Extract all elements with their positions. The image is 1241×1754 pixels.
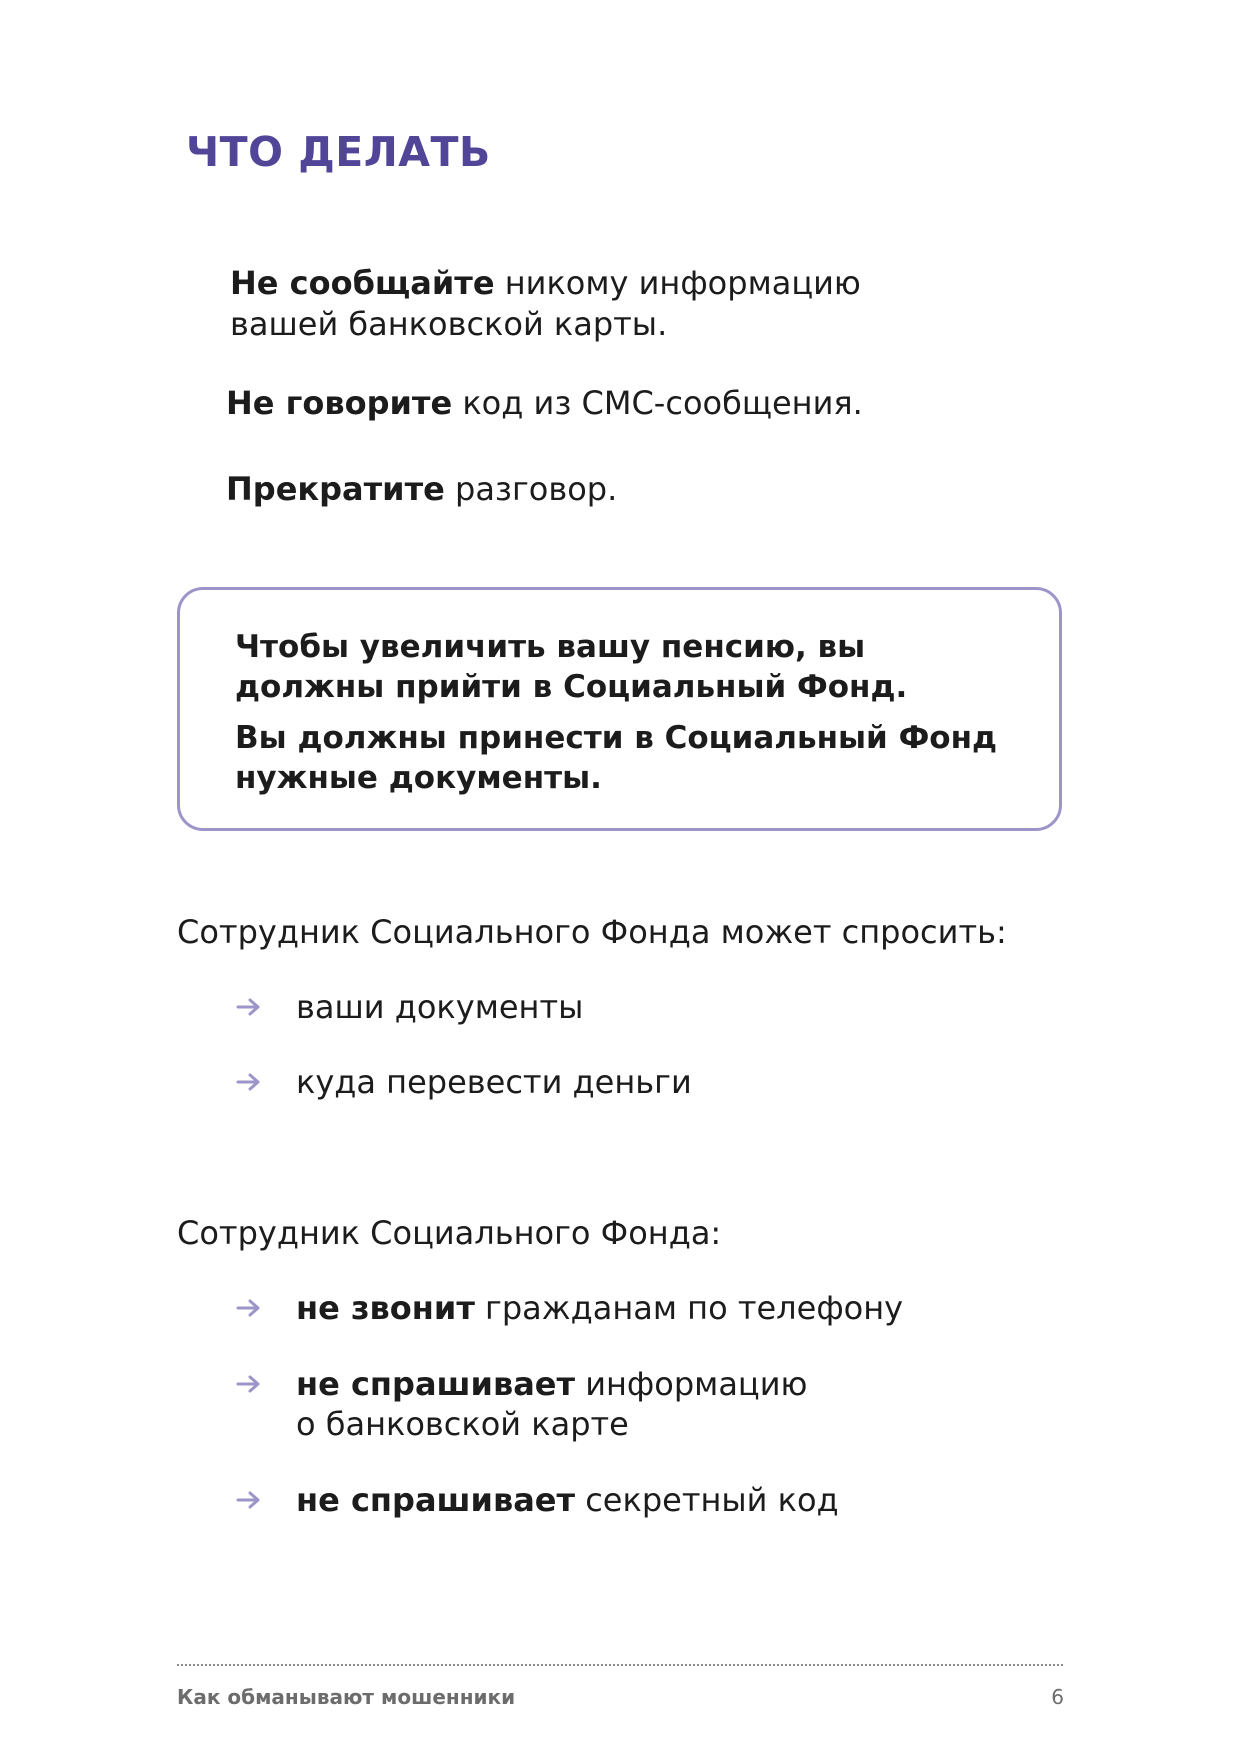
arrow-right-icon — [236, 1374, 262, 1394]
arrow-right-icon — [236, 1072, 262, 1092]
advice-text-continued: вашей банковской карты. — [230, 305, 668, 343]
list-item-text: куда перевести деньги — [296, 1063, 692, 1101]
advice-text: код из СМС-сообщения. — [452, 384, 863, 422]
list-item-emphasis: не спрашивает — [296, 1481, 576, 1519]
page-number: 6 — [1051, 1685, 1064, 1709]
advice-emphasis: Не говорите — [226, 384, 453, 422]
list-item-text — [296, 1364, 1116, 1444]
list-item-text: ваши документы — [296, 988, 584, 1026]
list-item-text — [296, 1480, 1116, 1520]
advice-item — [226, 383, 863, 424]
advice-text: разговор. — [444, 470, 618, 508]
advice-text: никому информацию — [494, 264, 861, 302]
list-item-text — [296, 1288, 1116, 1328]
callout-line-documents: Вы должны принести в Социальный Фонд нужные документы. — [235, 720, 998, 796]
arrow-right-icon — [236, 1298, 262, 1318]
advice-item — [226, 469, 617, 510]
advice-item — [230, 263, 861, 345]
footer-title: Как обманывают мошенники — [177, 1685, 516, 1709]
list-item-rest: информацию — [575, 1365, 808, 1403]
does-not-lead: Сотрудник Социального Фонда: — [177, 1214, 722, 1252]
callout-line-visit: Чтобы увеличить вашу пенсию, вы должны прийти в Социальный Фонд. — [235, 629, 908, 705]
footer-divider — [177, 1664, 1063, 1666]
list-item-rest-continued: о банковской карте — [296, 1405, 629, 1443]
list-item-rest: секретный код — [575, 1481, 839, 1519]
list-item-emphasis: не спрашивает — [296, 1365, 576, 1403]
arrow-right-icon — [236, 997, 262, 1017]
callout-box — [177, 587, 1062, 831]
may-ask-lead: Сотрудник Социального Фонда может спросить: — [177, 913, 1007, 951]
list-item-emphasis: не звонит — [296, 1289, 475, 1327]
list-item-rest: гражданам по телефону — [474, 1289, 904, 1327]
advice-emphasis: Не сообщайте — [230, 264, 495, 302]
arrow-right-icon — [236, 1490, 262, 1510]
advice-emphasis: Прекратите — [226, 470, 445, 508]
page-heading: ЧТО ДЕЛАТЬ — [186, 128, 491, 176]
